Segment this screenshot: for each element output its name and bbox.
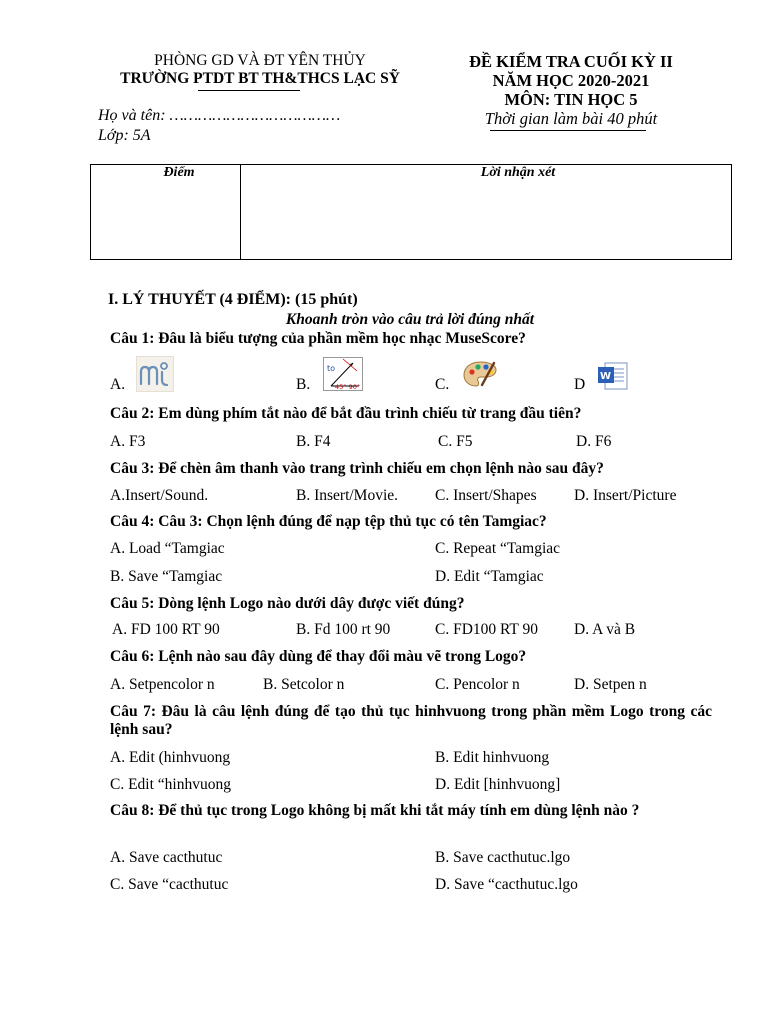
school-name: TRƯỜNG PTDT BT TH&THCS LẠC SỸ [120, 70, 400, 87]
question-3: Câu 3: Để chèn âm thanh vào trang trình chiếu em chọn lệnh nào sau đây? [110, 460, 604, 477]
q5-option-c: C. FD100 RT 90 [435, 621, 538, 638]
q7-option-a: A. Edit (hinhvuong [110, 749, 231, 766]
q5-option-d: D. A và B [574, 621, 636, 638]
question-2: Câu 2: Em dùng phím tắt nào để bắt đầu trình chiếu từ trang đầu tiên? [110, 405, 582, 422]
student-class: Lớp: 5A [98, 127, 151, 144]
question-1: Câu 1: Đâu là biểu tượng của phần mềm học nhạc MuseScore? [110, 330, 526, 347]
score-label: Điểm [148, 165, 210, 181]
q7-option-b: B. Edit hinhvuong [435, 749, 550, 766]
q5-option-b: B. Fd 100 rt 90 [296, 621, 391, 638]
q4-option-c: C. Repeat “Tamgiac [435, 540, 561, 557]
q3-option-a: A.Insert/Sound. [110, 487, 209, 504]
q1-option-a: A. [110, 376, 126, 393]
q8-option-c: C. Save “cacthutuc [110, 876, 229, 893]
q7-option-c: C. Edit “hinhvuong [110, 776, 231, 793]
svg-text:W: W [600, 371, 612, 382]
q1-option-c: C. [435, 376, 450, 393]
b-to-text: to [327, 364, 336, 373]
q4-option-d: D. Edit “Tamgiac [435, 568, 544, 585]
q6-option-b: B. Setcolor n [263, 676, 345, 693]
header-left [90, 52, 430, 88]
section-instruction: Khoanh tròn vào câu trả lời đúng nhất [285, 311, 535, 328]
q8-option-b: B. Save cacthutuc.lgo [435, 849, 571, 866]
q6-option-c: C. Pencolor n [435, 676, 520, 693]
question-8: Câu 8: Để thủ tục trong Logo không bị mất khi tắt máy tính em dùng lệnh nào ? [110, 802, 640, 819]
comment-label: Lời nhận xét [448, 165, 588, 181]
q7-option-d: D. Edit [hinhvuong] [435, 776, 561, 793]
department-name: PHÒNG GD VÀ ĐT YÊN THỦY [154, 52, 366, 69]
score-box-divider [240, 164, 241, 260]
q6-option-d: D. Setpen n [574, 676, 647, 693]
q1-option-d: D [574, 376, 586, 393]
q2-option-d: D. F6 [576, 433, 612, 450]
paint-palette-icon [462, 359, 498, 389]
section-title: I. LÝ THUYẾT (4 ĐIỂM): (15 phút) [108, 291, 358, 308]
question-7: Câu 7: Đâu là câu lệnh đúng để tạo thủ tục hinhvuong trong phần mềm Logo trong các lệnh sau? [110, 703, 712, 738]
q1-option-b: B. [296, 376, 311, 393]
question-4: Câu 4: Câu 3: Chọn lệnh đúng để nạp tệp thủ tục có tên Tamgiac? [110, 513, 547, 530]
question-5: Câu 5: Dòng lệnh Logo nào dưới dây được viết đúng? [110, 595, 465, 612]
turtle-angle-icon [323, 357, 363, 391]
q5-option-a: A. FD 100 RT 90 [112, 621, 220, 638]
school-year: NĂM HỌC 2020-2021 [492, 71, 650, 90]
q4-option-b: B. Save “Tamgiac [110, 568, 223, 585]
duration: Thời gian làm bài 40 phút [484, 109, 658, 128]
q2-option-a: A. F3 [110, 433, 146, 450]
subject: MÔN: TIN HỌC 5 [504, 90, 638, 109]
q8-option-d: D. Save “cacthutuc.lgo [435, 876, 578, 893]
svg-text:45° 90°: 45° 90° [335, 383, 361, 391]
q2-option-c: C. F5 [438, 433, 473, 450]
q4-option-a: A. Load “Tamgiac [110, 540, 225, 557]
q6-option-a: A. Setpencolor n [110, 676, 215, 693]
word-document-icon [597, 362, 629, 390]
school-underline [198, 90, 300, 91]
header-right [448, 52, 694, 128]
q2-option-b: B. F4 [296, 433, 331, 450]
question-6: Câu 6: Lệnh nào sau đây dùng để thay đổi màu vẽ trong Logo? [110, 648, 527, 665]
q3-option-b: B. Insert/Movie. [296, 487, 399, 504]
duration-underline [490, 130, 646, 131]
exam-title: ĐỀ KIỂM TRA CUỐI KỲ II [469, 52, 673, 71]
musescore-icon [136, 356, 174, 392]
q8-option-a: A. Save cacthutuc [110, 849, 223, 866]
q3-option-c: C. Insert/Shapes [435, 487, 537, 504]
q3-option-d: D. Insert/Picture [574, 487, 677, 504]
student-name-field: Họ và tên: ……………………………… [98, 107, 341, 124]
